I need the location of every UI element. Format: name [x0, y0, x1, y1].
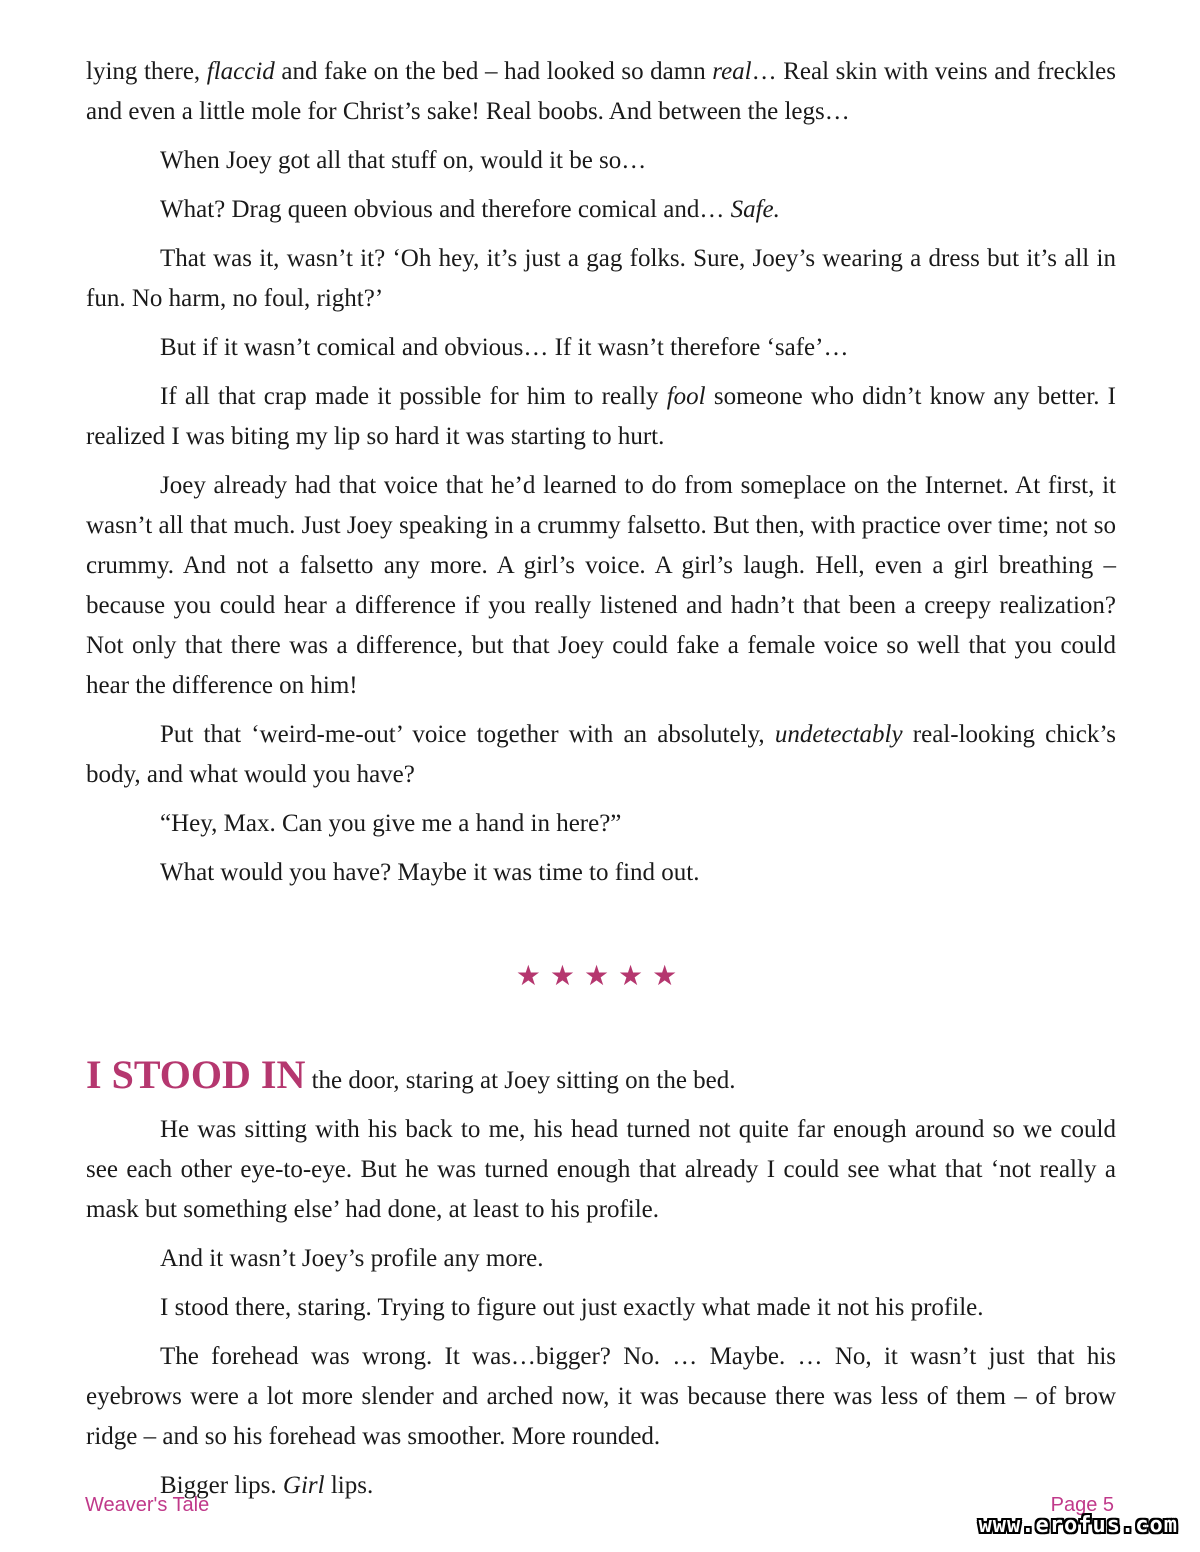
paragraph-12: He was sitting with his back to me, his head turned not quite far enough around so we could see each other eye-to-eye. But he was turned enough that already I could see what that ‘not really a mask but something else’ had done, at least to his profile.: [86, 1116, 1116, 1223]
paragraph-10: What would you have? Maybe it was time to find out.: [160, 859, 700, 886]
paragraph-4: That was it, wasn’t it? ‘Oh hey, it’s just a gag folks. Sure, Joey’s wearing a dress but it’s all in fun. No harm, no foul, right?’: [86, 245, 1116, 312]
chapter-opening-caps: I STOOD IN: [86, 1052, 306, 1097]
section-break-stars: ★★★★★: [515, 961, 687, 992]
site-watermark: www.erofus.com: [978, 1513, 1178, 1538]
paragraph-16: Bigger lips. Girl lips.: [160, 1472, 374, 1499]
footer-book-title: Weaver's Tale: [85, 1494, 210, 1516]
footer-page-number: Page 5: [1050, 1494, 1114, 1516]
paragraph-2: When Joey got all that stuff on, would it be so…: [160, 147, 647, 174]
paragraph-9: “Hey, Max. Can you give me a hand in here?”: [160, 810, 622, 837]
paragraph-7: Joey already had that voice that he’d learned to do from someplace on the Internet. At first, it wasn’t all that much. Just Joey speaking in a crummy falsetto. But then, with practice over time; not so crummy. And not a falsetto any more. A girl’s voice. A girl’s laugh. Hell, even a girl breathing – because you could hear a difference if you really listened and hadn’t that been a creepy realization? Not only that there was a difference, but that Joey could fake a female voice so well that you could hear the difference on him!: [86, 472, 1116, 699]
paragraph-8: Put that ‘weird-me-out’ voice together with an absolutely, undetectably real-looking chick’s body, and what would you have?: [86, 721, 1116, 788]
paragraph-11: I STOOD IN the door, staring at Joey sitting on the bed.: [86, 1052, 736, 1097]
paragraph-14: I stood there, staring. Trying to figure out just exactly what made it not his profile.: [160, 1294, 984, 1321]
paragraph-6: If all that crap made it possible for him to really fool someone who didn’t know any better. I realized I was biting my lip so hard it was starting to hurt.: [86, 383, 1116, 450]
page-body: [86, 52, 1116, 1515]
paragraph-1: lying there, flaccid and fake on the bed – had looked so damn real… Real skin with veins and freckles and even a little mole for Christ’s sake! Real boobs. And between the legs…: [86, 58, 1116, 125]
paragraph-15: The forehead was wrong. It was…bigger? No. … Maybe. … No, it wasn’t just that his eyebrows were a lot more slender and arched now, it was because there was less of them – of brow ridge – and so his forehead was smoother. More rounded.: [86, 1343, 1116, 1450]
paragraph-3: What? Drag queen obvious and therefore comical and… Safe.: [160, 196, 780, 223]
paragraph-13: And it wasn’t Joey’s profile any more.: [160, 1245, 544, 1272]
paragraph-5: But if it wasn’t comical and obvious… If it wasn’t therefore ‘safe’…: [160, 334, 849, 361]
